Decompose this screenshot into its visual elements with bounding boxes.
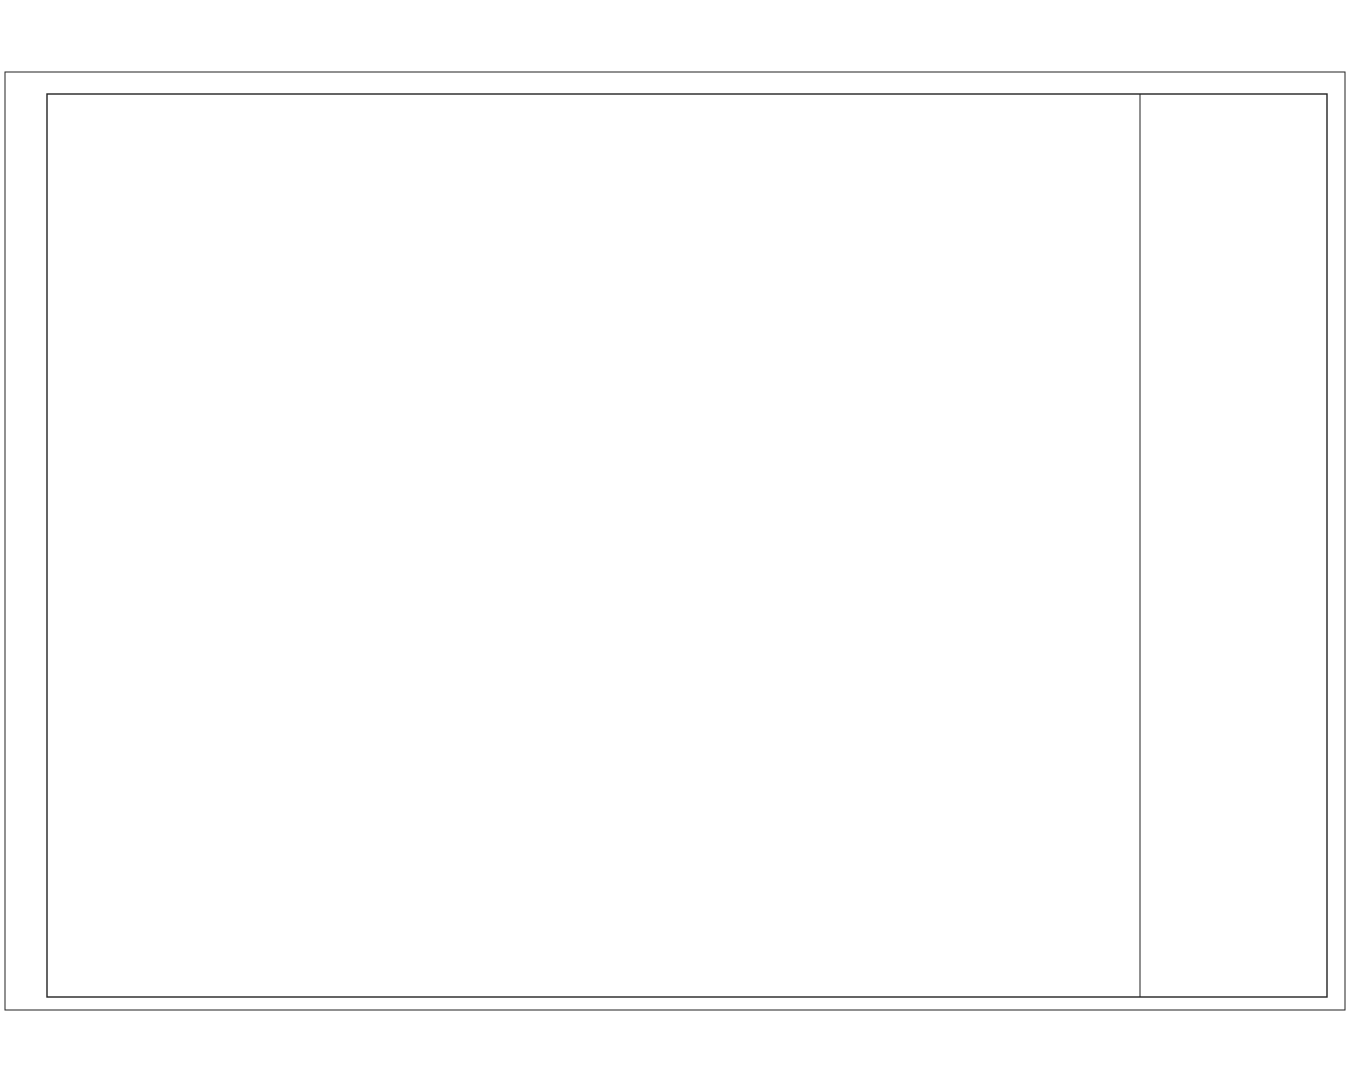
note-8 xyxy=(1146,462,1316,468)
inner-border xyxy=(47,94,1327,997)
note-7-items xyxy=(1156,438,1316,462)
note-2-items xyxy=(1156,129,1306,163)
note-4 xyxy=(1146,196,1316,202)
note-8-text xyxy=(1146,469,1316,499)
note-3 xyxy=(1146,162,1316,192)
outer-border xyxy=(5,72,1345,1010)
note-1 xyxy=(1146,106,1316,120)
note-2 xyxy=(1146,122,1316,128)
note-4-text xyxy=(1150,204,1316,326)
note-7 xyxy=(1146,431,1316,437)
